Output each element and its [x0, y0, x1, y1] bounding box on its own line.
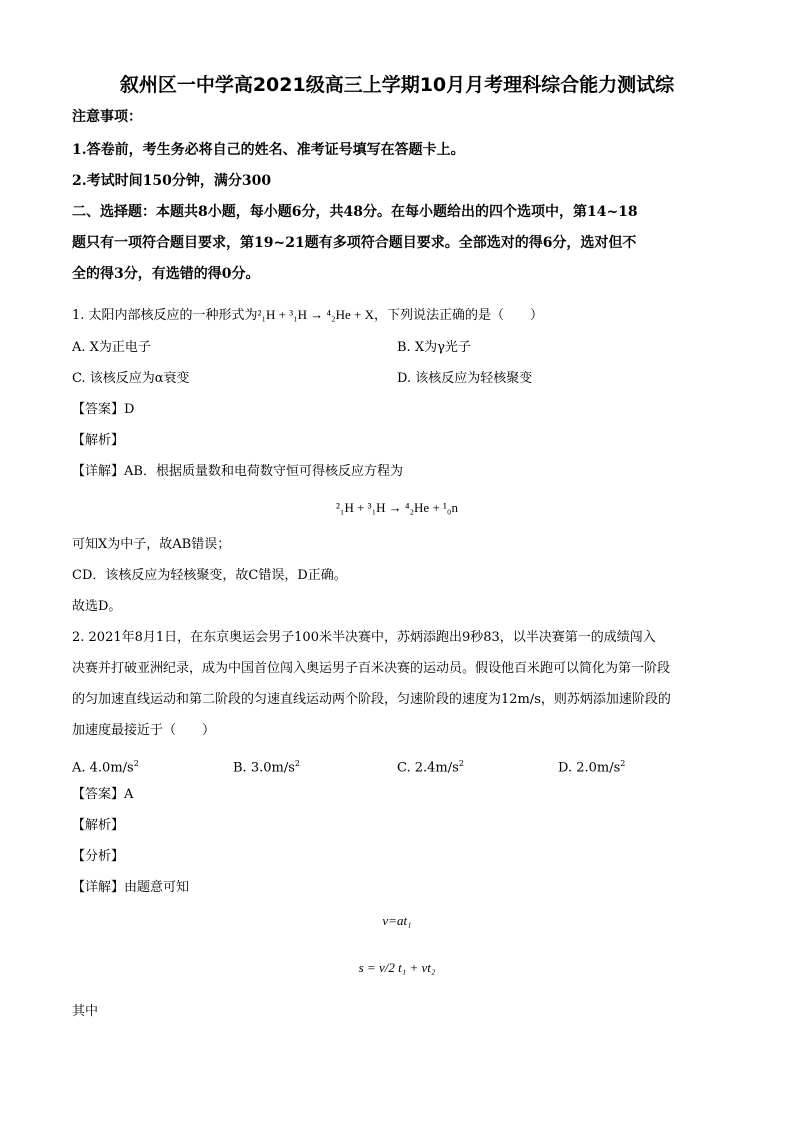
q1-detail: 【详解】AB．根据质量数和电荷数守恒可得核反应方程为	[72, 464, 403, 479]
q2-answer: 【答案】A	[72, 787, 134, 802]
q1-option-b: B. X为γ光子	[397, 340, 471, 355]
q1-option-d: D. 该核反应为轻核聚变	[397, 371, 533, 386]
q2-option-d: D. $2.0m/s^2$	[558, 759, 626, 776]
q1-option-c: C. 该核反应为α衰变	[72, 371, 190, 386]
q1-stem-prefix: 1. 太阳内部核反应的一种形式为	[72, 308, 258, 323]
q1-equation: ²₁H + ³₁H → ⁴₂He + ¹₀n	[336, 500, 458, 515]
notice-item-2: 2.考试时间150分钟，满分300	[72, 173, 272, 189]
q1-conclusion: 故选D。	[72, 599, 122, 614]
q2-fenxi-heading: 【分析】	[72, 849, 125, 864]
q1-option-a: A. X为正电子	[72, 340, 151, 355]
q1-inline-equation: ²₁H + ³₁H → ⁴₂He + X	[257, 307, 374, 322]
q2-stem-line-2: 决赛并打破亚洲纪录，成为中国首位闯入奥运男子百米决赛的运动员。假设他百米跑可以简化为第一阶段	[72, 661, 671, 676]
notice-heading: 注意事项：	[72, 109, 142, 125]
q2-detail: 【详解】由题意可知	[72, 880, 190, 895]
q2-analysis-heading: 【解析】	[72, 818, 125, 833]
q1-stem	[72, 306, 543, 325]
q2-stem-line-3: 的匀加速直线运动和第二阶段的匀速直线运动两个阶段，匀速阶段的速度为12m/s，则苏炳添加速阶段的	[72, 692, 671, 707]
q1-stem-suffix: ，下列说法正确的是（ ）	[373, 308, 543, 323]
page-title: 叙州区一中学高2021级高三上学期10月月考理科综合能力测试综	[119, 74, 675, 96]
notice-item-1: 1.答卷前，考生务必将自己的姓名、准考证号填写在答题卡上。	[72, 142, 465, 158]
q1-explanation-2: CD．该核反应为轻核聚变，故C错误，D正确。	[72, 568, 347, 583]
q2-equation-1: v=at₁	[382, 913, 412, 928]
q2-stem-line-1: 2. 2021年8月1日，在东京奥运会男子100米半决赛中，苏炳添跑出9秒83，以半决赛第一的成绩闯入	[72, 630, 656, 645]
section-instructions-line-2: 题只有一项符合题目要求，第19~21题有多项符合题目要求。全部选对的得6分，选对但不	[72, 235, 637, 251]
q2-option-c: C. $2.4m/s^2$	[397, 759, 464, 776]
q2-equation-2: s = v/2 t₁ + vt₂	[358, 960, 436, 975]
q1-explanation-1: 可知X为中子，故AB错误；	[72, 537, 231, 552]
q1-analysis-heading: 【解析】	[72, 433, 125, 448]
q2-stem-line-4: 加速度最接近于（ ）	[72, 723, 216, 738]
q2-last-line: 其中	[72, 1004, 99, 1019]
q1-answer: 【答案】D	[72, 402, 135, 417]
q2-option-b: B. $3.0m/s^2$	[233, 759, 300, 776]
q2-option-a: A. $4.0m/s^2$	[72, 759, 139, 776]
section-instructions-line-3: 全的得3分，有选错的得0分。	[72, 266, 260, 282]
section-instructions-line-1: 二、选择题：本题共8小题，每小题6分，共48分。在每小题给出的四个选项中，第14~18	[72, 204, 638, 220]
